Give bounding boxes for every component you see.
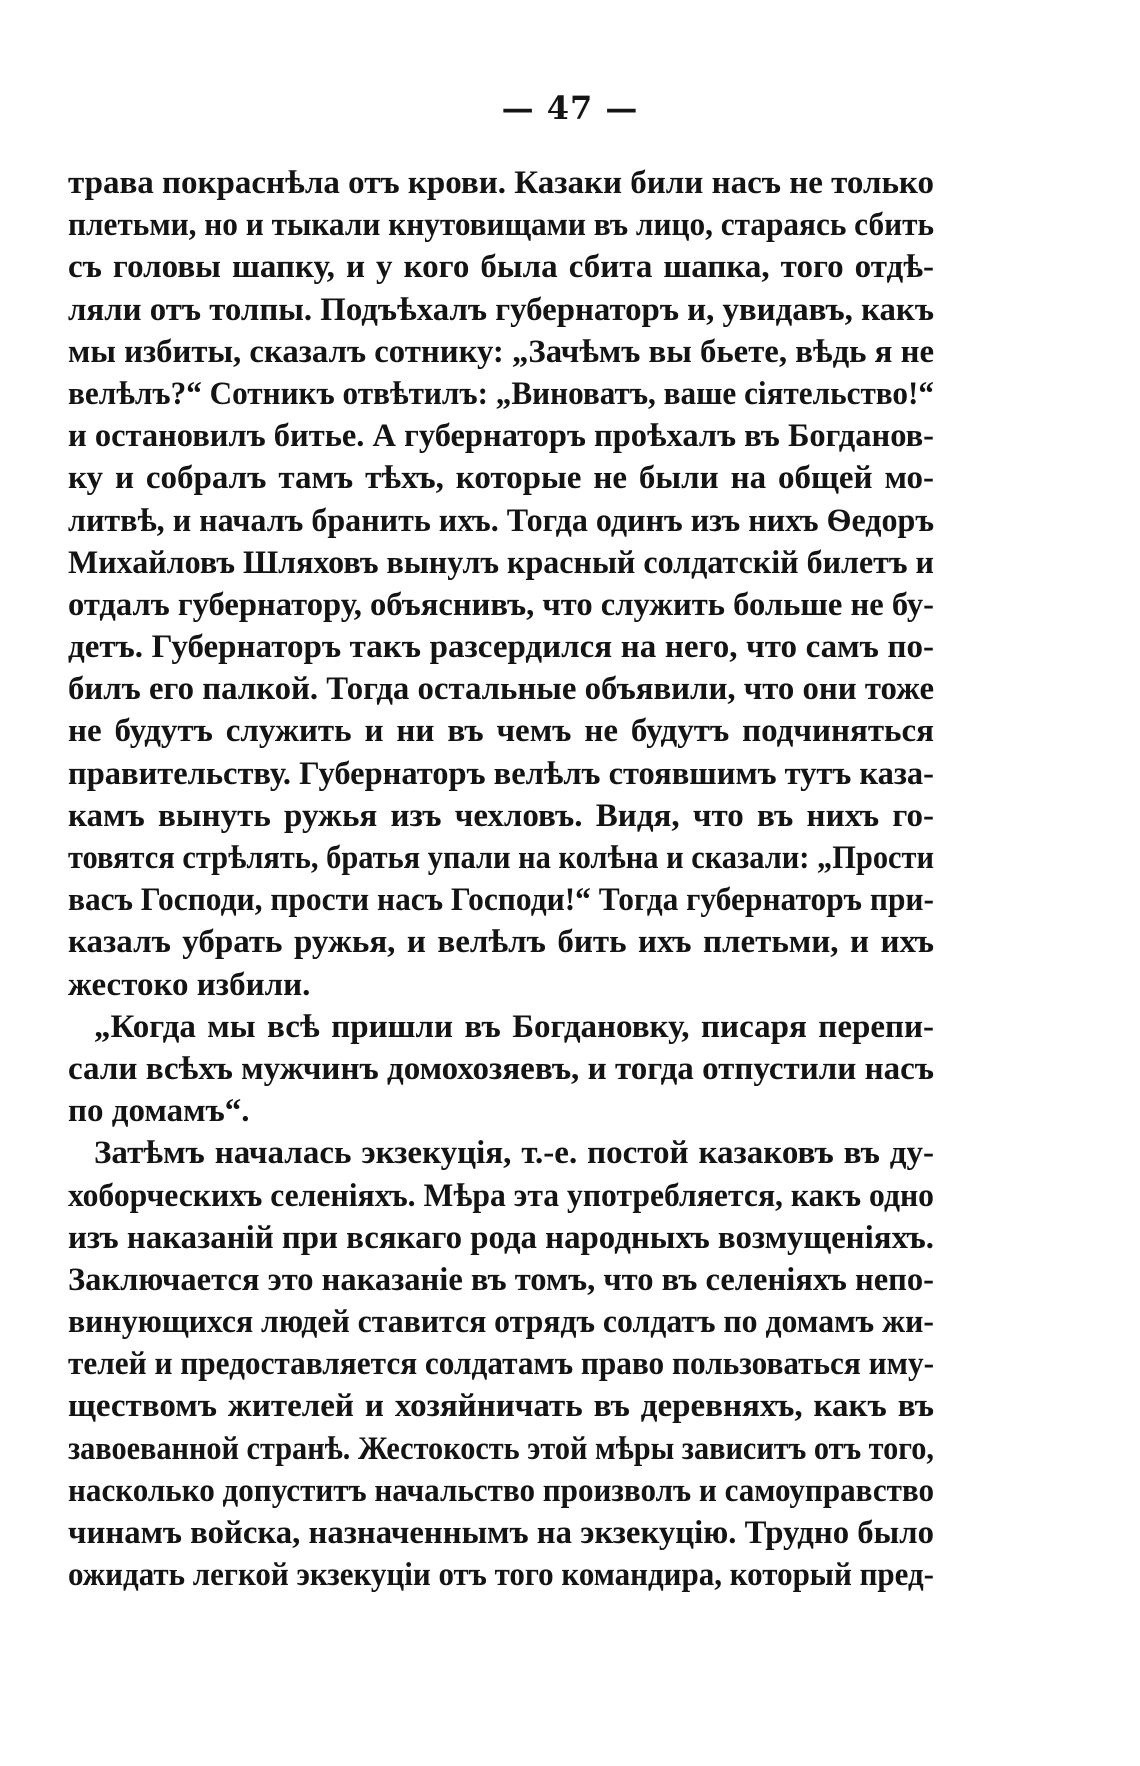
text-line: билъ его палкой. Тогда остальные объявили, что они тоже (68, 671, 934, 708)
text-line: ществомъ жителей и хозяйничать въ деревняхъ, какъ въ (68, 1388, 934, 1425)
text-line: завоеванной странѣ. Жестокость этой мѣры зависитъ отъ того, (68, 1430, 934, 1467)
text-line: литвѣ, и началъ бранить ихъ. Тогда одинъ изъ нихъ Ѳедоръ (68, 502, 934, 539)
text-line: Затѣмъ началась экзекуція, т.-е. постой казаковъ въ ду- (94, 1135, 934, 1172)
text-line: товятся стрѣлять, братья упали на колѣна и сказали: „Прости (68, 840, 934, 876)
text-line: васъ Господи, прости насъ Господи!“ Тогда губернаторъ при- (68, 882, 934, 919)
text-line: жестоко избили. (68, 966, 311, 1003)
text-line: камъ вынуть ружья изъ чехловъ. Видя, что въ нихъ го- (68, 797, 934, 834)
text-line: Заключается это наказаніе въ томъ, что въ селеніяхъ непо- (68, 1261, 934, 1298)
text-line (68, 1006, 934, 1048)
text-line: плетьми, но и тыкали кнутовищами въ лицо, стараясь сбить (68, 207, 934, 244)
text-line: насколько допуститъ начальство произволъ и самоуправство (68, 1472, 934, 1509)
text-line: ожидать легкой экзекуціи отъ того командира, который пред- (68, 1557, 934, 1594)
text-line (68, 415, 934, 457)
text-line: правительству. Губернаторъ велѣлъ стоявшимъ тутъ каза- (68, 755, 934, 792)
text-line-part: „Когда мы всѣ пришли въ Богдановку, писаря перепи- (94, 1008, 934, 1045)
text-line: мы избиты, сказалъ сотнику: „Зачѣмъ вы бьете, вѣдь я не (68, 333, 934, 370)
text-line: сали всѣхъ мужчинъ домохозяевъ, и тогда отпустили насъ (68, 1050, 934, 1087)
text-line: ляли отъ толпы. Подъѣхалъ губернаторъ и, увидавъ, какъ (68, 291, 934, 328)
text-line: телей и предоставляется солдатамъ право пользоваться иму- (68, 1346, 934, 1383)
text-line: хоборческихъ селеніяхъ. Мѣра эта употребляется, какъ одно (68, 1177, 934, 1214)
text-line: съ головы шапку, и у кого была сбита шапка, того отдѣ- (68, 249, 934, 286)
text-line: отдалъ губернатору, объяснивъ, что служить больше не бу- (68, 586, 934, 623)
text-line: по домамъ“. (68, 1093, 250, 1130)
text-line-part: и остановилъ битье. А губернаторъ проѣхалъ въ Богданов- (68, 418, 934, 455)
text-line: винующихся людей ставится отрядъ солдатъ по домамъ жи- (68, 1304, 934, 1341)
text-line: велѣлъ?“ Сотникъ отвѣтилъ: „Виноватъ, ваше сіятельство!“ (68, 375, 934, 412)
text-line: не будутъ служить и ни въ чемъ не будутъ подчиняться (68, 713, 934, 750)
page-number: — 47 — (501, 89, 639, 127)
text-line: чинамъ войска, назначеннымъ на экзекуцію. Трудно было (68, 1515, 934, 1551)
body-text (68, 162, 934, 1596)
text-line: изъ наказаній при всякаго рода народныхъ возмущеніяхъ. (68, 1219, 934, 1256)
text-line: казалъ убрать ружья, и велѣлъ бить ихъ плетьми, и ихъ (68, 924, 934, 961)
text-line: детъ. Губернаторъ такъ разсердился на него, что самъ по- (68, 629, 934, 666)
text-line: ку и собралъ тамъ тѣхъ, которые не были на общей мо- (68, 460, 934, 497)
text-line: Михайловъ Шляховъ вынулъ красный солдатскій билетъ и (68, 544, 934, 581)
text-line: трава покраснѣла отъ крови. Казаки били насъ не только (68, 165, 934, 201)
